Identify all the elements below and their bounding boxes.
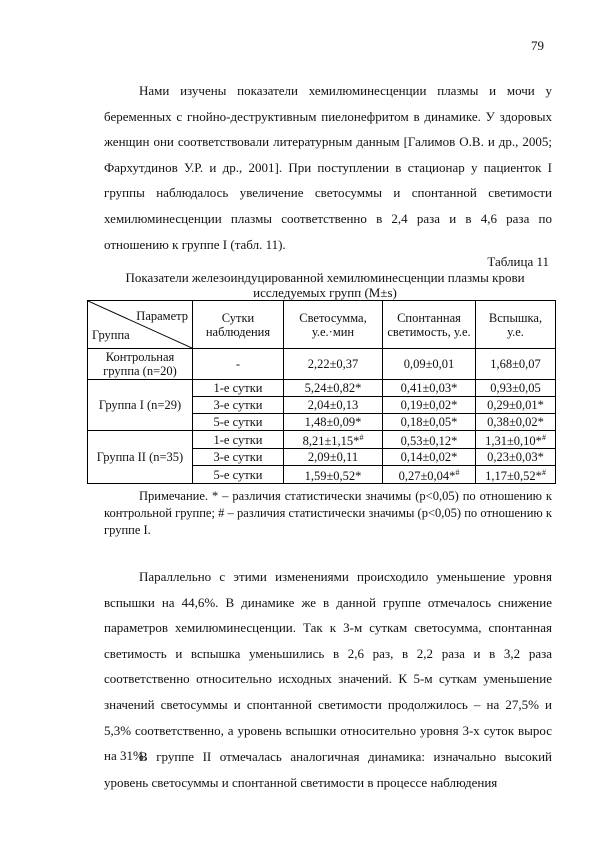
- table-row: [88, 431, 556, 449]
- g1-day-3: 3-е сутки: [193, 397, 284, 414]
- control-lightsum: 2,22±0,37: [284, 349, 383, 380]
- control-spontaneous: 0,09±0,01: [383, 349, 476, 380]
- g1-lightsum-1: 5,24±0,82*: [284, 380, 383, 397]
- sig-mark: #: [541, 433, 546, 442]
- paragraph-group2: В группе II отмечалась аналогичная динамика: изначально высокий уровень светосуммы и спонтанной светимости в процессе наблюдения: [104, 749, 552, 790]
- g2-day-1: 1-е сутки: [193, 431, 284, 449]
- header-lightsum: Светосумма, у.е.·мин: [284, 301, 383, 349]
- g2-flash-5: 1,17±0,52*#: [476, 466, 556, 484]
- header-param-label: Параметр: [136, 309, 188, 323]
- g1-flash-5: 0,38±0,02*: [476, 414, 556, 431]
- control-flash: 1,68±0,07: [476, 349, 556, 380]
- table-caption: Показатели железоиндуцированной хемилюминесценции плазмы крови исследуемых групп (M±s): [125, 270, 525, 300]
- paragraph-dynamics: Параллельно с этими изменениями происходило уменьшение уровня вспышки на 44,6%. В динамике же в данной группе отмечалось снижение параметров хемилюминесценции. Так к 3-м суткам светосумма, спонтанная светимость и вспышка уменьшились в 2,6 раз, в 2,2 раза и в 3,2 раза соответственно относительно исходных значений. К 5-м суткам уменьшение значений светосуммы и спонтанной светимости продолжилось – на 27,5% и 5,3% соответственно, а уровень вспышки относительно уровня 3-х суток вырос на 31%.: [104, 569, 552, 764]
- group1-cell: Группа I (n=29): [88, 380, 193, 431]
- control-row: [88, 349, 556, 380]
- header-day: Сутки наблюдения: [193, 301, 284, 349]
- g1-lightsum-5: 1,48±0,09*: [284, 414, 383, 431]
- g1-day-1: 1-е сутки: [193, 380, 284, 397]
- g2-flash-3: 0,23±0,03*: [476, 449, 556, 466]
- g1-lightsum-3: 2,04±0,13: [284, 397, 383, 414]
- g1-flash-1: 0,93±0,05: [476, 380, 556, 397]
- sig-mark: #: [455, 468, 460, 478]
- sig-mark: #: [359, 433, 364, 442]
- g1-spontaneous-1: 0,41±0,03*: [383, 380, 476, 397]
- table-row: [88, 380, 556, 397]
- g2-lightsum-1: 8,21±1,15*#: [284, 431, 383, 449]
- g1-day-5: 5-е сутки: [193, 414, 284, 431]
- g1-spontaneous-5: 0,18±0,05*: [383, 414, 476, 431]
- chemiluminescence-table: [87, 300, 556, 484]
- g2-lightsum-3: 2,09±0,11: [284, 449, 383, 466]
- control-group-cell: Контрольная группа (n=20): [88, 349, 193, 380]
- header-group-label: Группа: [92, 328, 130, 342]
- header-flash: Вспышка, у.е.: [476, 301, 556, 349]
- sig-mark: #: [541, 468, 546, 478]
- table-number: Таблица 11: [487, 254, 549, 269]
- table-note: Примечание. * – различия статистически значимы (p<0,05) по отношению к контрольной группе; # – различия статистически значимы (p<0,05) по отношению к группе I.: [104, 489, 552, 537]
- g2-spontaneous-1: 0,53±0,12*: [383, 431, 476, 449]
- page-number: 79: [531, 38, 544, 53]
- g2-day-3: 3-е сутки: [193, 449, 284, 466]
- g2-lightsum-5: 1,59±0,52*: [284, 466, 383, 484]
- g2-spontaneous-3: 0,14±0,02*: [383, 449, 476, 466]
- header-spontaneous: Спонтанная светимость, у.е.: [383, 301, 476, 349]
- g2-flash-1: 1,31±0,10*#: [476, 431, 556, 449]
- g2-spontaneous-5: 0,27±0,04*#: [383, 466, 476, 484]
- control-day: -: [193, 349, 284, 380]
- paragraph-intro: Нами изучены показатели хемилюминесценции плазмы и мочи у беременных с гнойно-деструктивным пиелонефритом в динамике. У здоровых женщин они соответствовали литературным данным [Галимов О.В. и др., 2005; Фархутдинов У.Р. и др., 2001]. При поступлении в стационар у пациенток I группы наблюдалось увеличение светосуммы и спонтанной светимости хемилюминесценции плазмы соответственно в 2,4 раза и в 4,6 раза по отношению к группе I (табл. 11).: [104, 83, 552, 252]
- group2-cell: Группа II (n=35): [88, 431, 193, 484]
- diagonal-header-cell: [88, 301, 193, 349]
- table-header-row: [88, 301, 556, 349]
- g1-flash-3: 0,29±0,01*: [476, 397, 556, 414]
- g1-spontaneous-3: 0,19±0,02*: [383, 397, 476, 414]
- g2-day-5: 5-е сутки: [193, 466, 284, 484]
